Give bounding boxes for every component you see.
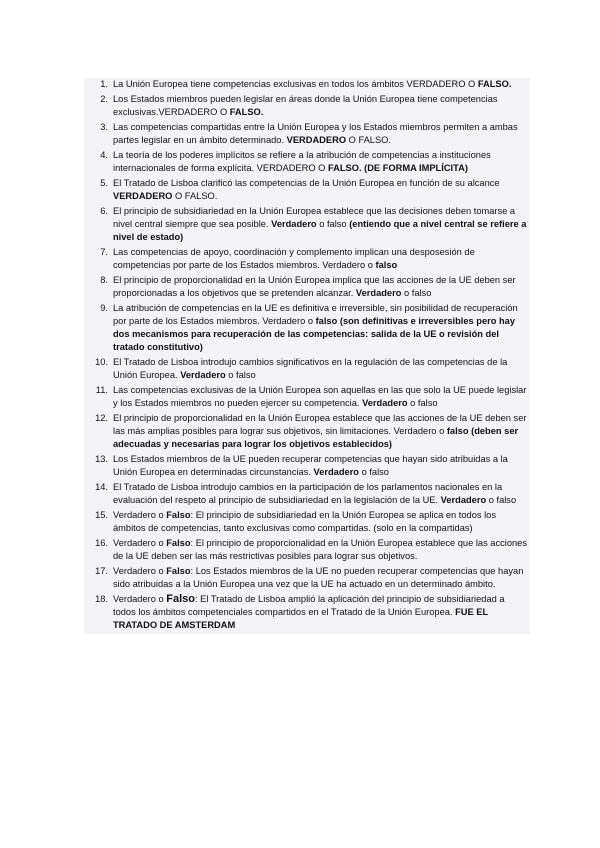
list-item <box>84 537 530 563</box>
list-item <box>84 177 530 203</box>
item-number: 13. <box>95 454 108 464</box>
text-segment: Verdadero o <box>113 510 167 520</box>
answer-highlight: Verdadero <box>271 219 317 229</box>
text-segment: La teoría de los poderes implícitos se refiere a la atribución de competencias a instituciones internacionales de forma explícita. VERDADERO O <box>113 150 491 173</box>
list-item <box>84 384 530 410</box>
text-segment: o falso <box>316 219 350 229</box>
item-number: 3. <box>100 122 108 132</box>
item-text <box>108 537 530 563</box>
text-segment: o falso <box>359 467 389 477</box>
text-segment: O FALSO. <box>172 191 218 201</box>
text-segment: El principio de proporcionalidad en la Unión Europea establece que las acciones de la UE deben ser las más amplias posibles para lograr sus objetivos, sin limitaciones. Verdadero o <box>113 413 527 436</box>
answer-highlight: FALSO. (DE FORMA IMPLÍCITA) <box>327 163 468 173</box>
text-segment: Las competencias exclusivas de la Unión Europea son aquellas en las que solo la UE puede legislar y los Estados miembros no pueden ejercer su competencia. <box>113 385 527 408</box>
list-item <box>84 93 530 119</box>
item-number: 10. <box>95 357 108 367</box>
text-segment: Las competencias de apoyo, coordinación y complemento implican una desposesión de competencias por parte de los Estados miembros. Verdadero o <box>113 247 475 270</box>
item-text <box>108 93 530 119</box>
list-item <box>84 302 530 354</box>
text-segment: : El Tratado de Lisboa amplió la aplicación del principio de subsidiariedad a todos los ámbitos competenciales compartidos en el Tratado de la Unión Europea. <box>113 594 505 617</box>
item-number: 4. <box>100 150 108 160</box>
text-segment: : Los Estados miembros de la UE no pueden recuperar competencias que hayan sido atribuidas a la Unión Europea una vez que la UE ha actuado en un determinado ámbito. <box>113 566 524 589</box>
item-text <box>108 593 530 632</box>
list-item <box>84 509 530 535</box>
answer-highlight: FALSO. <box>229 107 264 117</box>
answer-highlight: FUE EL TRATADO DE AMSTERDAM <box>113 607 489 630</box>
item-text <box>108 356 530 382</box>
answer-highlight: falso (son definitivas e irreversibles pero hay dos mecanismos para recuperación de las competencias: salida de la UE o revisión del tratado constitutivo) <box>113 316 516 352</box>
answer-highlight: Verdadero <box>355 288 402 298</box>
item-text <box>108 509 530 535</box>
text-segment: El Tratado de Lisboa clarificó las competencias de la Unión Europea en función de su alcance <box>113 178 500 188</box>
item-text <box>108 246 530 272</box>
answer-highlight: falso (deben ser adecuadas y necesarias para lograr los objetivos establecidos) <box>113 426 519 449</box>
item-text <box>108 565 530 591</box>
item-text <box>108 453 530 479</box>
item-text <box>108 177 530 203</box>
text-segment: Verdadero o <box>113 566 167 576</box>
list-item <box>84 246 530 272</box>
text-segment: El principio de proporcionalidad en la Unión Europea implica que las acciones de la UE deben ser proporcionadas a los objetivos que se pretenden alcanzar. <box>113 275 516 298</box>
item-number: 17. <box>95 566 108 576</box>
item-text <box>108 121 530 147</box>
item-text <box>108 205 530 244</box>
item-number: 6. <box>100 206 108 216</box>
answer-highlight: Falso <box>166 510 191 520</box>
list-item <box>84 205 530 244</box>
text-segment: : El principio de subsidiariedad en la Unión Europea se aplica en todos los ámbitos de competencias, tanto exclusivas como compartidas. (solo en la compartidas) <box>113 510 496 533</box>
item-text <box>108 149 530 175</box>
item-number: 12. <box>95 413 108 423</box>
item-number: 1. <box>100 79 108 89</box>
list-item <box>84 412 530 451</box>
list-item <box>84 121 530 147</box>
item-number: 5. <box>100 178 108 188</box>
answer-highlight: VERDADERO <box>113 191 173 201</box>
list-item <box>84 481 530 507</box>
true-false-question-list <box>84 78 530 634</box>
item-text <box>108 302 530 354</box>
item-text <box>108 412 530 451</box>
item-number: 15. <box>95 510 108 520</box>
text-segment: Los Estados miembros de la UE pueden recuperar competencias que hayan sido atribuidas a la Unión Europea en determinadas circunstancias. <box>113 454 508 477</box>
text-segment: Los Estados miembros pueden legislar en áreas donde la Unión Europea tiene competencias exclusivas.VERDADERO O <box>113 94 498 117</box>
text-segment: O FALSO. <box>346 135 391 145</box>
text-segment: La Unión Europea tiene competencias exclusivas en todos los ámbitos VERDADERO O <box>113 79 478 89</box>
text-segment: El Tratado de Lisboa introdujo cambios significativos en la regulación de las competencias de la Unión Europea. <box>113 357 508 380</box>
item-number: 9. <box>100 303 108 313</box>
answer-highlight: FALSO. <box>477 79 512 89</box>
text-segment: o falso <box>486 495 517 505</box>
answer-highlight: Falso <box>166 593 195 605</box>
item-text <box>108 384 530 410</box>
answer-highlight: VERDADERO <box>286 135 347 145</box>
list-item <box>84 274 530 300</box>
list-item <box>84 565 530 591</box>
text-segment: o falso <box>407 398 438 408</box>
text-segment: Verdadero o <box>113 538 167 548</box>
text-segment: o falso <box>225 370 256 380</box>
item-number: 18. <box>95 594 108 604</box>
text-segment: Las competencias compartidas entre la Unión Europea y los Estados miembros permiten a ambas partes legislar en un ámbito determinado. <box>113 122 518 145</box>
item-number: 2. <box>100 94 108 104</box>
list-item <box>84 78 530 91</box>
text-segment: El principio de subsidiariedad en la Unión Europea establece que las decisiones deben tomarse a nivel central siempre que sea posible. <box>113 206 516 229</box>
answer-highlight: (entiendo que a nivel central se refiere a nivel de estado) <box>113 219 527 242</box>
item-text <box>108 274 530 300</box>
text-segment: La atribución de competencias en la UE es definitiva e irreversible, sin posibilidad de recuperación por parte de los Estados miembros. Verdadero o <box>113 303 518 326</box>
item-number: 7. <box>100 247 108 257</box>
answer-highlight: Verdadero <box>362 398 408 408</box>
answer-highlight: Verdadero <box>440 495 487 505</box>
text-segment: o falso <box>401 288 432 298</box>
item-number: 8. <box>100 275 108 285</box>
item-number: 14. <box>95 482 108 492</box>
answer-highlight: Falso <box>166 566 191 576</box>
text-segment: : El principio de proporcionalidad en la Unión Europea establece que las acciones de la UE deben ser las más restrictivas posibles para lograr sus objetivos. <box>113 538 528 561</box>
item-number: 16. <box>95 538 108 548</box>
item-text <box>108 78 530 91</box>
answer-highlight: falso <box>375 260 398 270</box>
answer-highlight: Verdadero <box>180 370 226 380</box>
answer-highlight: Falso <box>166 538 191 548</box>
list-item <box>84 593 530 632</box>
list-item <box>84 149 530 175</box>
list-item <box>84 453 530 479</box>
item-number: 11. <box>95 385 108 395</box>
text-segment: Verdadero o <box>113 594 167 604</box>
list-item <box>84 356 530 382</box>
text-segment: El Tratado de Lisboa introdujo cambios en la participación de los parlamentos nacionales en la evaluación del respeto al principio de subsidiariedad en la legislación de la UE. <box>113 482 503 505</box>
item-text <box>108 481 530 507</box>
answer-highlight: Verdadero <box>313 467 359 477</box>
